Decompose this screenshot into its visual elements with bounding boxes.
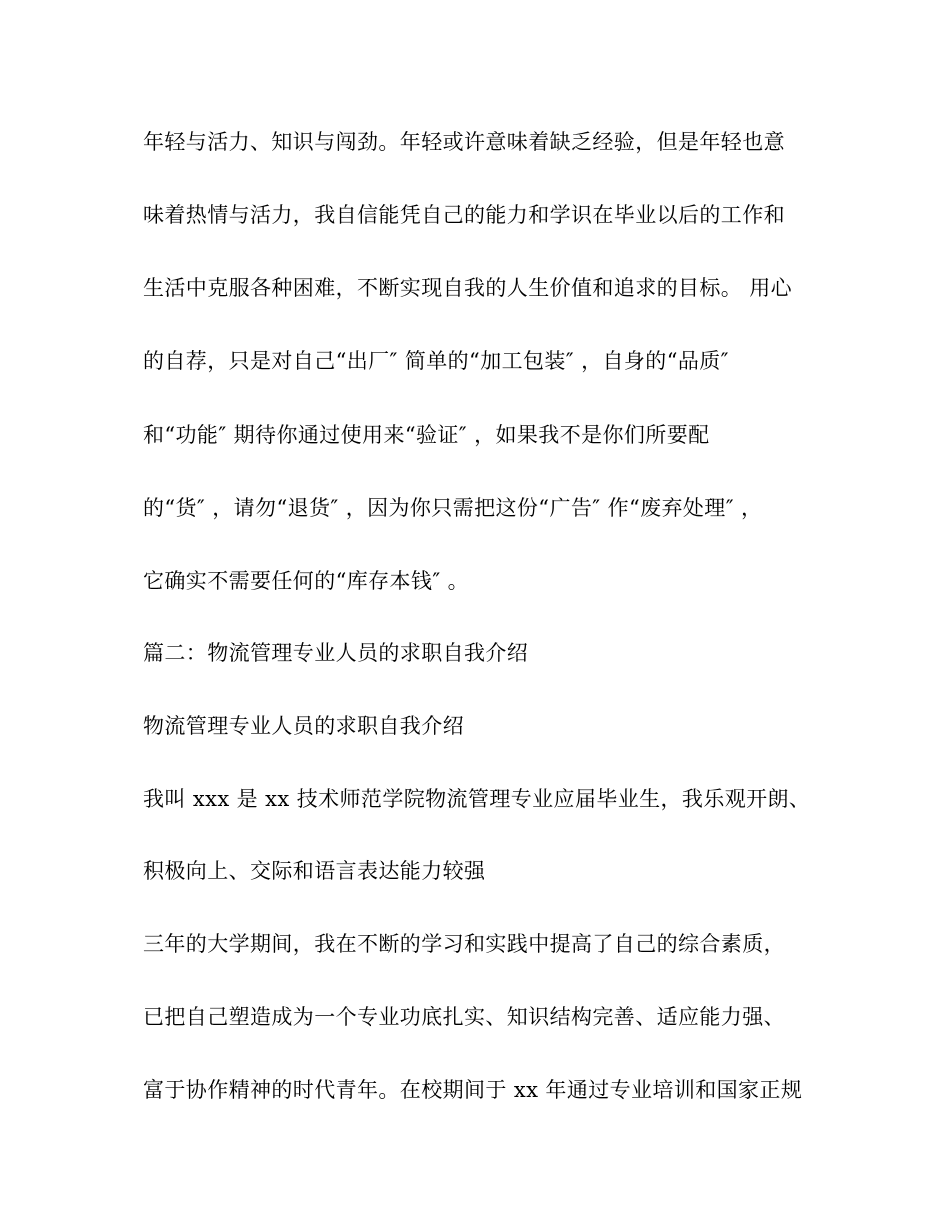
text-line: 和“功能″ 期待你通过使用来“验证″ ，如果我不是你们所要配 — [143, 423, 710, 447]
text-line: 富于协作精神的时代青年。在校期间于 xx 年通过专业培训和国家正规 — [143, 1078, 803, 1102]
text-line: 年轻与活力、知识与闯劲。年轻或许意味着缺乏经验，但是年轻也意 — [143, 130, 785, 154]
section-title: 物流管理专业人员的求职自我介绍 — [143, 714, 464, 738]
text-line: 三年的大学期间，我在不断的学习和实践中提高了自己的综合素质， — [143, 932, 785, 956]
section-heading: 篇二：物流管理专业人员的求职自我介绍 — [143, 641, 529, 665]
text-line: 的自荐，只是对自己“出厂″ 简单的“加工包装″ ，自身的“品质″ — [143, 349, 729, 373]
text-line: 它确实不需要任何的“库存本钱″ 。 — [143, 569, 470, 593]
text-line: 已把自己塑造成为一个专业功底扎实、知识结构完善、适应能力强、 — [143, 1005, 785, 1029]
text-line: 我叫 xxx 是 xx 技术师范学院物流管理专业应届毕业生，我乐观开朗、 — [143, 787, 811, 811]
text-line: 的“货″ ，请勿“退货″ ，因为你只需把这份“广告″ 作“废弃处理″ ， — [143, 496, 763, 520]
text-line: 味着热情与活力，我自信能凭自己的能力和学识在毕业以后的工作和 — [143, 203, 785, 227]
text-line: 生活中克服各种困难，不断实现自我的人生价值和追求的目标。 用心 — [143, 276, 793, 300]
text-line: 积极向上、交际和语言表达能力较强 — [143, 859, 486, 883]
